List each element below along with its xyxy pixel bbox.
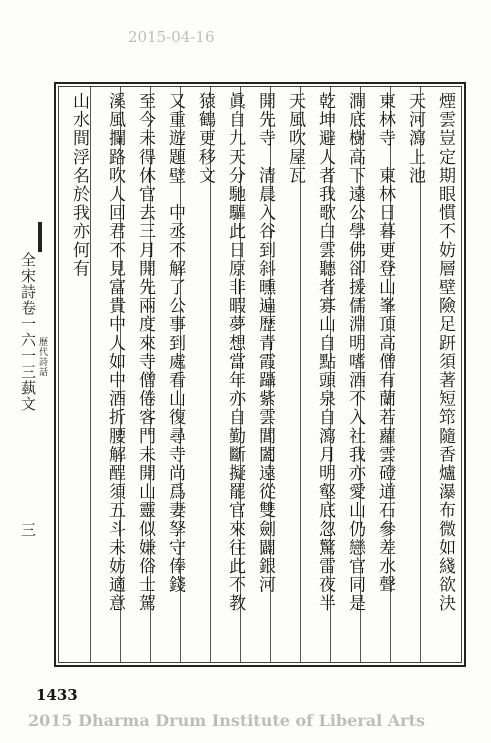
page-number: 1433 xyxy=(36,686,78,704)
text-column: 猿鶴更移文 xyxy=(195,92,215,185)
margin-block-mark xyxy=(38,222,42,252)
text-column: 又重遊題壁 中丞不解了公事到處看山復尋寺尚爲妻孥守俸錢 xyxy=(165,92,185,595)
text-column: 山水間浮名於我亦何有 xyxy=(69,92,89,278)
text-column: 乾坤避人者我歌白雲聽者寡山自點頭泉自瀉月明壑底忽驚雷夜半 xyxy=(315,92,335,613)
text-column: 東林寺 東林日暮更登山峯頂高僧有蘭若蘿雲磴道石參差水聲 xyxy=(375,92,395,595)
text-column: 至今未得休官去三月開先兩度來寺僧倦客門未開山靈似嫌俗士駕 xyxy=(135,92,155,613)
page-margin xyxy=(18,82,52,667)
margin-book-title: 全宋詩卷一六一三蓺文 xyxy=(19,252,37,412)
text-column: 開先寺 清晨入谷到斜曛遍歷青霞躡紫雲閶闔遠從雙劍闢銀河 xyxy=(255,92,275,595)
margin-leaf-number: 三 xyxy=(19,522,37,537)
text-column: 天風吹屋瓦 xyxy=(285,92,305,185)
date-watermark: 2015-04-16 xyxy=(128,28,215,46)
text-column: 天河瀉上池 xyxy=(405,92,425,185)
margin-subtitle: 歷代詩話 xyxy=(37,337,47,377)
text-column: 溪風攔路吹人回君不見富貴中人如中酒折腰解酲須五斗未妨適意 xyxy=(105,92,125,613)
text-column: 煙雲豈定期眼慣不妨層壁險足趼須著短筇隨香爐瀑布微如綫欲決 xyxy=(435,92,455,613)
text-column: 澗底樹高下遠公學佛卻援儒淵明嗜酒不入社我亦愛山仍戀官同是 xyxy=(345,92,365,613)
text-column: 眞自九天分馳驅此日原非暇夢想當年亦自勤斷擬罷官來往此不教 xyxy=(225,92,245,613)
column-rule xyxy=(90,87,91,662)
institute-watermark: 2015 Dharma Drum Institute of Liberal Arts xyxy=(28,711,425,730)
